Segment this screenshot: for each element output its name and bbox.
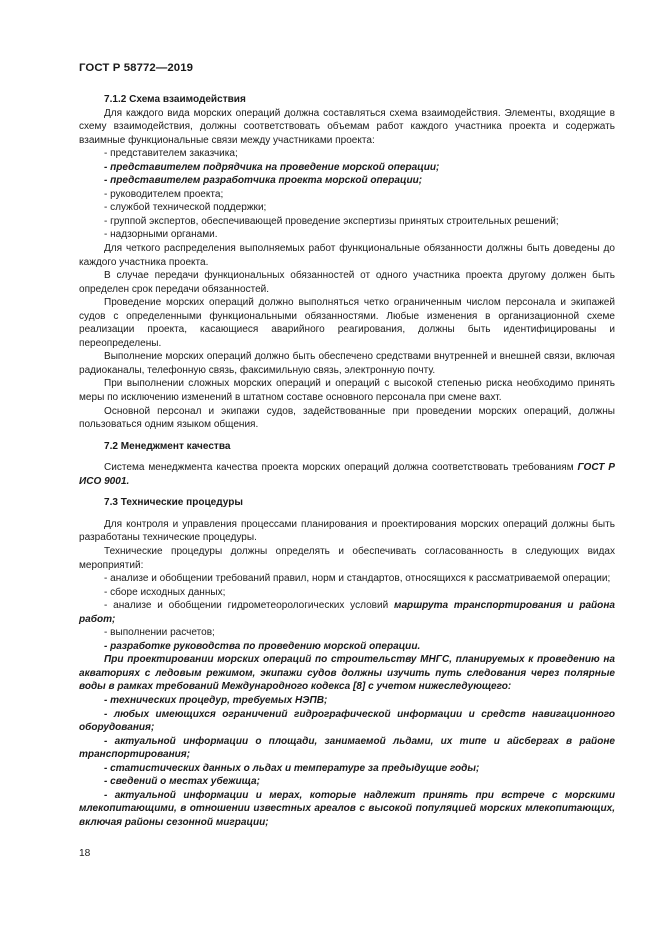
paragraph: Проведение морских операций должно выполняться четко ограниченным числом персонала и экипажей судов с определенными функциональными обязанностями. Любые изменения в организационной схеме реализации проекта, касающиеся аварийного реагирования, должны быть идентифицированы и переопределены. [79, 297, 615, 349]
paragraph: Для каждого вида морских операций должна составляться схема взаимодействия. Элементы, входящие в схему взаимодействия, должны соответствовать объемам работ каждого участника проекта и содержать взаимные функциональные связи между участниками проекта: [79, 107, 615, 146]
list-item: - представителем разработчика проекта морской операции; [104, 175, 423, 187]
paragraph: Для четкого распределения выполняемых работ функциональные обязанности должны быть доведены до каждого участника проекта. [79, 243, 615, 268]
list-item: - представителем заказчика; [104, 148, 238, 160]
list-item: - актуальной информации и мерах, которые надлежит принять при встрече с морскими млекопитающими, в отношении известных ареалов с высокой популяцией морских млекопитающих, включая районы сезонной миграции; [79, 789, 615, 828]
list-item: - руководителем проекта; [104, 188, 224, 200]
document-body [79, 93, 615, 829]
paragraph: Основной персонал и экипажи судов, задействованные при проведении морских операций, должны пользоваться одним языком общения. [79, 405, 615, 431]
document-header: ГОСТ Р 58772—2019 [79, 62, 194, 74]
paragraph: При проектировании морских операций по строительству МНГС, планируемых к проведению на акваториях с ледовым режимом, экипажи судов должны изучить путь следования через полярные воды в рамках требований Международного кодекса [8] с учетом нижеследующего: [79, 654, 615, 693]
list-item: - разработке руководства по проведению морской операции. [104, 640, 421, 652]
list-item-emphasis: маршрута транспортирования и района работ; [79, 600, 615, 625]
paragraph: Выполнение морских операций должно быть обеспечено средствами внутренней и внешней связи, включая радиоканалы, телефонную связь, факсимильную связь, электронную почту. [79, 351, 615, 376]
list-item-text: - анализе и обобщении гидрометеорологических условий [104, 600, 395, 612]
list-item: - статистических данных о льдах и температуре за предыдущие годы; [104, 762, 480, 774]
list-item: - анализе и обобщении требований правил, норм и стандартов, относящихся к рассматриваемой операции; [104, 573, 611, 585]
list-item: - любых имеющихся ограничений гидрографической информации и средств навигационного оборудования; [79, 708, 615, 734]
list-item: - представителем подрядчика на проведение морской операции; [104, 161, 440, 173]
list-item: - сведений о местах убежища; [104, 776, 260, 788]
list-item: - группой экспертов, обеспечивающей проведение экспертизы принятых строительных решений; [104, 215, 559, 227]
paragraph [79, 461, 615, 488]
list-item: - сборе исходных данных; [104, 586, 226, 598]
list-item [79, 599, 615, 626]
list-item: - службой технической поддержки; [104, 202, 267, 214]
paragraph: В случае передачи функциональных обязанностей от одного участника проекта другому должен быть определен срок передачи обязанностей. [79, 270, 615, 295]
list-item: - выполнении расчетов; [104, 627, 215, 639]
paragraph: Для контроля и управления процессами планирования и проектирования морских операций должны быть разработаны технические процедуры. [79, 518, 615, 544]
section-heading-7-1-2: 7.1.2 Схема взаимодействия [104, 94, 246, 105]
section-heading-7-2: 7.2 Менеджмент качества [104, 440, 231, 452]
list-item: - технических процедур, требуемых НЭПВ; [104, 694, 328, 706]
standard-reference: ГОСТ Р ИСО 9001. [79, 462, 615, 487]
paragraph-text: Система менеджмента качества проекта морских операций должна соответствовать требованиям [104, 462, 578, 474]
paragraph: При выполнении сложных морских операций и операций с высокой степенью риска необходимо принять меры по исключению изменений в штатном составе основного персонала при смене вахт. [79, 378, 615, 404]
page-number: 18 [79, 848, 91, 859]
paragraph: Технические процедуры должны определять и обеспечивать согласованность в следующих видах мероприятий: [79, 545, 615, 571]
section-heading-7-3: 7.3 Технические процедуры [104, 497, 243, 509]
list-item: - актуальной информации о площади, занимаемой льдами, их типе и айсбергах в районе транспортирования; [79, 735, 615, 761]
list-item: - надзорными органами. [104, 229, 218, 241]
